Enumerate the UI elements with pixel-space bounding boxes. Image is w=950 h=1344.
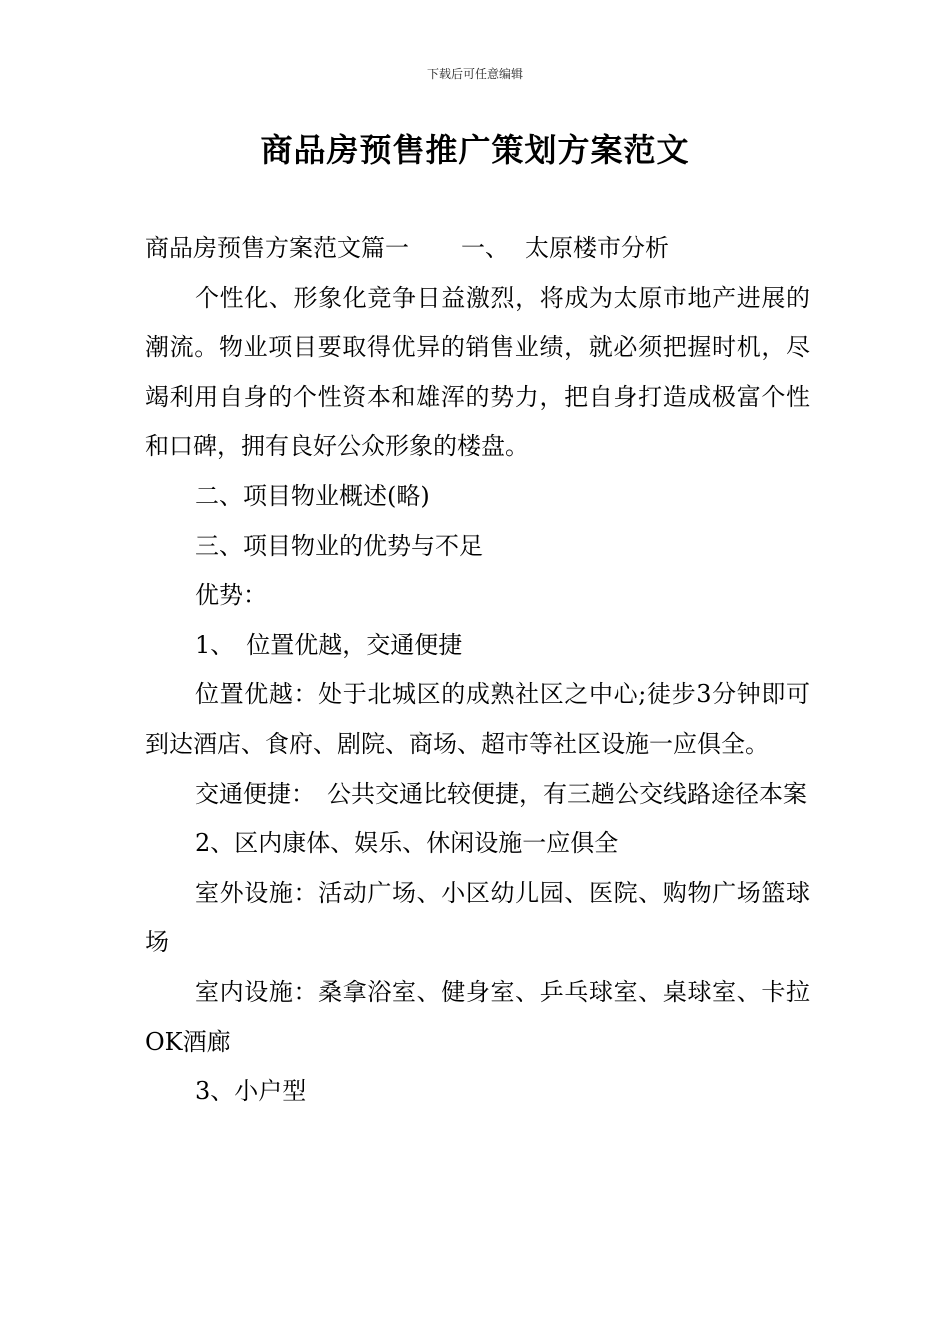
document-title: 商品房预售推广策划方案范文 [260, 131, 690, 169]
section-heading: 太原楼市分析 [525, 234, 669, 262]
document-body [145, 224, 810, 1117]
paragraph: 3、小户型 [195, 1077, 307, 1106]
paragraph: 1、 位置优越，交通便捷 [195, 630, 463, 659]
paragraph: 交通便捷： 公共交通比较便捷，有三趟公交线路途径本案 [195, 779, 807, 808]
paragraph: 2、区内康体、娱乐、休闲设施一应俱全 [195, 829, 619, 858]
header-note: 下载后可任意编辑 [426, 67, 523, 81]
paragraph: 三、项目物业的优势与不足 [195, 531, 483, 560]
paragraph: 优势： [195, 581, 267, 610]
paragraph: 室外设施：活动广场、小区幼儿园、医院、购物广场篮球场 [145, 878, 810, 957]
section-number: 一、 [461, 234, 509, 262]
paragraph: 位置优越：处于北城区的成熟社区之中心;徒步3分钟即可到达酒店、食府、剧院、商场、超市等社区设施一应俱全。 [145, 680, 810, 758]
paragraph: 室内设施：桑拿浴室、健身室、乒乓球室、桌球室、卡拉OK酒廊 [145, 977, 810, 1056]
section-label: 商品房预售方案范文篇一 [145, 234, 409, 262]
first-line [145, 224, 810, 274]
paragraph: 个性化、形象化竞争日益激烈，将成为太原市地产进展的潮流。物业项目要取得优异的销售业绩，就必须把握时机，尽竭利用自身的个性资本和雄浑的势力，把自身打造成极富个性和口碑，拥有良好公众形象的楼盘。 [145, 283, 810, 461]
paragraph: 二、项目物业概述(略) [195, 481, 430, 510]
